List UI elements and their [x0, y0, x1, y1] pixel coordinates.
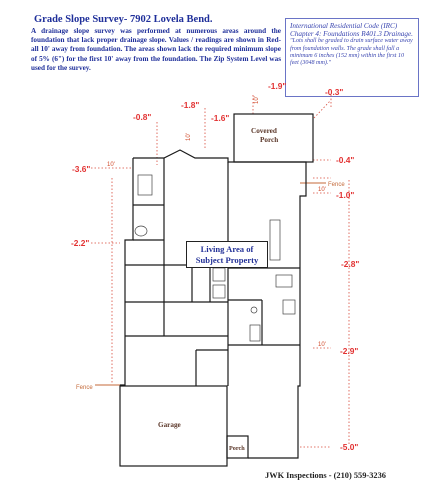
survey-description: A drainage slope survey was performed at numerous areas around the foundation that lack proper drainage slope. Values / readings are shown in Red- all 10' away from foundation. The areas shown lack the required minimum slope of 5% (6") for the first 10' away from the foundation. The Zip System Level was used for the survey.: [31, 27, 281, 72]
code-heading-1: International Residential Code (IRC): [290, 22, 398, 30]
distance-label: 10': [254, 96, 260, 104]
fence-label-right: Fence: [328, 182, 345, 188]
reading-front-porch-left: -1.9": [268, 81, 287, 91]
garage-label: Garage: [158, 421, 181, 429]
reading-front-porch-right: -0.3": [325, 87, 344, 97]
reading-left-middle: -2.2": [71, 238, 90, 248]
porch-label: Porch: [229, 445, 245, 452]
distance-label: 10': [107, 162, 115, 168]
reading-right-middle: -2.8": [341, 259, 360, 269]
distance-label: 10': [318, 187, 326, 193]
living-area-label-2: Subject Property: [195, 254, 259, 265]
reading-right-lower: -2.9": [340, 346, 359, 356]
measurement-guides: [91, 95, 349, 447]
walls: [120, 114, 313, 466]
reading-left-upper: -3.6": [72, 164, 91, 174]
reading-bay-window: -1.8": [181, 100, 200, 110]
living-area-label: [186, 241, 268, 268]
reading-right-upper: -1.0": [336, 190, 355, 200]
code-quote: "Lots shall be graded to drain surface water away from foundation walls. The grade shall fall a minimum 6 inches (152 mm) within the first 10 feet (3048 mm).": [290, 38, 413, 66]
covered-porch-label: Covered: [251, 127, 277, 135]
distance-labels: [107, 96, 326, 348]
reading-rear-center: -1.6": [211, 113, 230, 123]
code-heading-2: Chapter 4: Foundations R401.3 Drainage.: [290, 30, 413, 39]
footer-contact: JWK Inspections - (210) 559-3236: [265, 471, 386, 480]
living-area-label-1: Living Area of: [200, 244, 254, 254]
distance-label: 10': [318, 342, 326, 348]
reading-right-porch: -0.4": [336, 155, 355, 165]
page-title: Grade Slope Survey- 7902 Lovela Bend.: [34, 14, 213, 25]
reading-rear-left: -0.8": [133, 112, 152, 122]
reading-right-bottom: -5.0": [340, 442, 359, 452]
covered-porch-label-2: Porch: [260, 136, 279, 144]
fence-label-left: Fence: [76, 385, 93, 391]
distance-label: 10': [186, 133, 192, 141]
